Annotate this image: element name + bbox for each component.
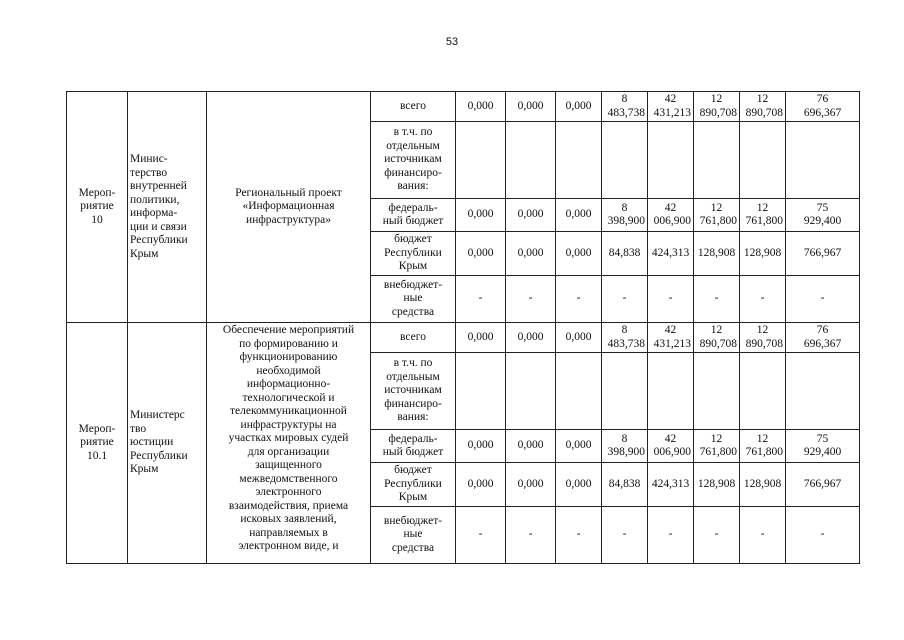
value-cell: 0,000: [556, 92, 602, 122]
funding-source: в т.ч. по отдельным источникам финансиро- вания:: [371, 353, 456, 430]
funding-source: в т.ч. по отдельным источникам финансиро- вания:: [371, 122, 456, 199]
value-cell: [648, 122, 694, 199]
value-cell: 0,000: [556, 323, 602, 353]
value-cell: 128,908: [694, 463, 740, 507]
value-cell: 8 483,738: [602, 92, 648, 122]
value-cell: 12 761,800: [694, 430, 740, 463]
value-cell: 42 431,213: [648, 323, 694, 353]
funding-source: бюджет Республики Крым: [371, 463, 456, 507]
financing-table: [66, 91, 860, 564]
value-cell: -: [456, 276, 506, 323]
funding-source: всего: [371, 92, 456, 122]
value-cell: -: [786, 276, 860, 323]
value-cell: 8 483,738: [602, 323, 648, 353]
value-cell: 75 929,400: [786, 199, 860, 232]
value-cell: -: [456, 507, 506, 564]
value-cell: 12 761,800: [740, 199, 786, 232]
value-cell: [694, 353, 740, 430]
funding-source: бюджет Республики Крым: [371, 232, 456, 276]
value-cell: 12 890,708: [694, 323, 740, 353]
value-cell: 0,000: [506, 430, 556, 463]
value-cell: 0,000: [456, 92, 506, 122]
value-cell: 76 696,367: [786, 323, 860, 353]
value-cell: [602, 353, 648, 430]
value-cell: 12 890,708: [740, 323, 786, 353]
value-cell: 76 696,367: [786, 92, 860, 122]
value-cell: 0,000: [556, 463, 602, 507]
value-cell: [602, 122, 648, 199]
value-cell: -: [602, 507, 648, 564]
activity-description: Обеспечение мероприятий по формированию и функционированию необходимой информационно- технологической и телекоммуникационной инфраструктуры на участках мировых судей для организации защищенного межведомственного электронного взаимодействия, приема исковых заявлений, направляемых в электронном виде, и: [207, 323, 371, 564]
value-cell: 0,000: [506, 92, 556, 122]
value-cell: 0,000: [556, 232, 602, 276]
funding-source: федераль- ный бюджет: [371, 430, 456, 463]
value-cell: [506, 353, 556, 430]
value-cell: 12 890,708: [740, 92, 786, 122]
value-cell: [786, 353, 860, 430]
value-cell: -: [602, 276, 648, 323]
value-cell: 84,838: [602, 232, 648, 276]
value-cell: 0,000: [556, 430, 602, 463]
value-cell: 75 929,400: [786, 430, 860, 463]
value-cell: [556, 353, 602, 430]
value-cell: 0,000: [506, 199, 556, 232]
value-cell: [456, 122, 506, 199]
value-cell: [694, 122, 740, 199]
activity-executor: Минис- терство внутренней политики, информа- ции и связи Республики Крым: [128, 92, 207, 323]
value-cell: -: [786, 507, 860, 564]
value-cell: 0,000: [456, 463, 506, 507]
value-cell: 84,838: [602, 463, 648, 507]
value-cell: 42 431,213: [648, 92, 694, 122]
activity-name: Мероп- риятие 10: [67, 92, 128, 323]
value-cell: 766,967: [786, 463, 860, 507]
value-cell: -: [556, 507, 602, 564]
value-cell: -: [506, 507, 556, 564]
value-cell: [456, 353, 506, 430]
table-row: [67, 323, 860, 353]
value-cell: 424,313: [648, 232, 694, 276]
value-cell: [740, 353, 786, 430]
table-body: [67, 92, 860, 564]
value-cell: 0,000: [556, 199, 602, 232]
value-cell: -: [740, 276, 786, 323]
value-cell: 12 890,708: [694, 92, 740, 122]
value-cell: [740, 122, 786, 199]
value-cell: 0,000: [456, 430, 506, 463]
value-cell: 0,000: [506, 323, 556, 353]
value-cell: 128,908: [740, 463, 786, 507]
table-row: [67, 92, 860, 122]
value-cell: 0,000: [456, 323, 506, 353]
value-cell: -: [694, 507, 740, 564]
value-cell: 12 761,800: [694, 199, 740, 232]
value-cell: 424,313: [648, 463, 694, 507]
value-cell: [648, 353, 694, 430]
value-cell: -: [740, 507, 786, 564]
funding-source: федераль- ный бюджет: [371, 199, 456, 232]
activity-name: Мероп- риятие 10.1: [67, 323, 128, 564]
value-cell: -: [648, 507, 694, 564]
value-cell: 42 006,900: [648, 199, 694, 232]
value-cell: 8 398,900: [602, 199, 648, 232]
funding-source: всего: [371, 323, 456, 353]
activity-description: Региональный проект «Информационная инфраструктура»: [207, 92, 371, 323]
value-cell: -: [694, 276, 740, 323]
value-cell: 128,908: [694, 232, 740, 276]
value-cell: [506, 122, 556, 199]
value-cell: 0,000: [506, 232, 556, 276]
funding-source: внебюджет- ные средства: [371, 507, 456, 564]
value-cell: [556, 122, 602, 199]
value-cell: -: [506, 276, 556, 323]
value-cell: 0,000: [506, 463, 556, 507]
value-cell: 128,908: [740, 232, 786, 276]
value-cell: 766,967: [786, 232, 860, 276]
value-cell: -: [648, 276, 694, 323]
page-number: 53: [445, 36, 459, 48]
value-cell: 0,000: [456, 232, 506, 276]
funding-source: внебюджет- ные средства: [371, 276, 456, 323]
value-cell: 8 398,900: [602, 430, 648, 463]
value-cell: 0,000: [456, 199, 506, 232]
value-cell: [786, 122, 860, 199]
value-cell: -: [556, 276, 602, 323]
value-cell: 12 761,800: [740, 430, 786, 463]
activity-executor: Министерс тво юстиции Республики Крым: [128, 323, 207, 564]
value-cell: 42 006,900: [648, 430, 694, 463]
